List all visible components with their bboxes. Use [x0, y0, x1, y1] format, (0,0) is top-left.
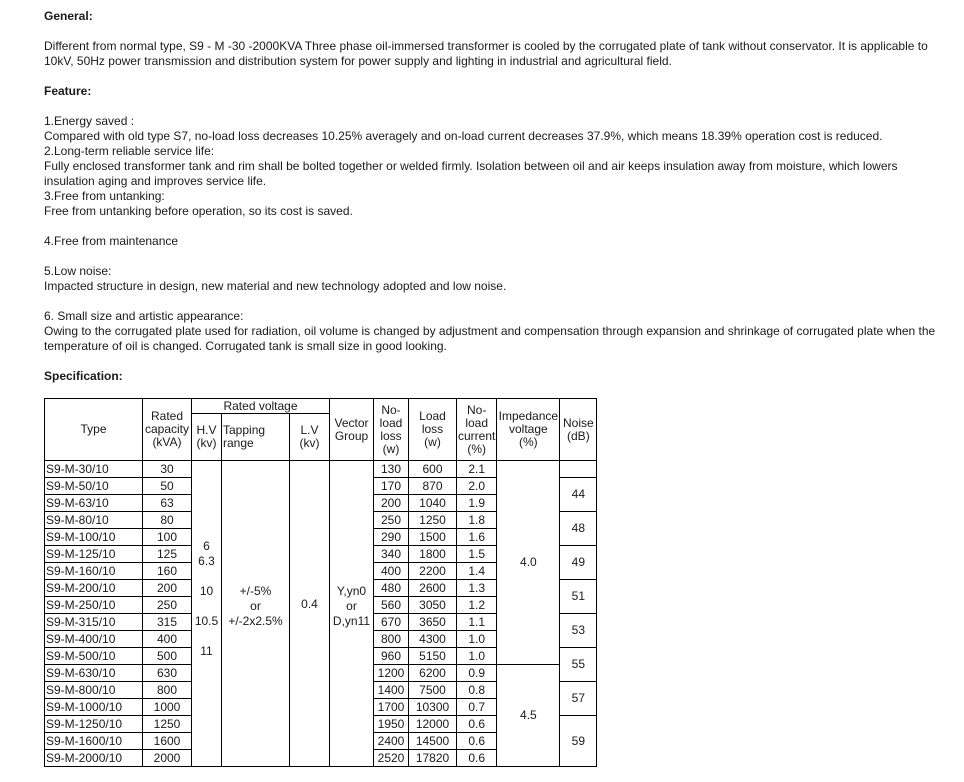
cell-capacity: 30 — [143, 461, 192, 478]
cell-type: S9-M-2000/10 — [45, 750, 143, 767]
cell-type: S9-M-80/10 — [45, 512, 143, 529]
cell-noise: 55 — [560, 648, 597, 682]
cell-noise: 59 — [560, 716, 597, 767]
header-no-load-loss: No- load loss (w) — [374, 399, 409, 461]
cell-impedance-group-1: 4.0 — [497, 461, 560, 665]
cell-load-loss: 3650 — [409, 614, 457, 631]
feature-6-title: 6. Small size and artistic appearance: — [44, 309, 244, 323]
cell-type: S9-M-400/10 — [45, 631, 143, 648]
specification-heading: Specification: — [44, 369, 123, 383]
cell-no-load-loss: 400 — [374, 563, 409, 580]
cell-noise: 48 — [560, 512, 597, 546]
cell-load-loss: 1500 — [409, 529, 457, 546]
cell-load-loss: 14500 — [409, 733, 457, 750]
cell-no-load-current: 2.0 — [457, 478, 497, 495]
cell-load-loss: 1250 — [409, 512, 457, 529]
cell-no-load-current: 0.6 — [457, 716, 497, 733]
specification-table — [44, 398, 597, 767]
cell-noise: 53 — [560, 614, 597, 648]
cell-no-load-loss: 170 — [374, 478, 409, 495]
cell-no-load-current: 1.5 — [457, 546, 497, 563]
cell-capacity: 1250 — [143, 716, 192, 733]
cell-no-load-current: 0.6 — [457, 733, 497, 750]
cell-capacity: 630 — [143, 665, 192, 682]
cell-type: S9-M-30/10 — [45, 461, 143, 478]
cell-load-loss: 12000 — [409, 716, 457, 733]
cell-load-loss: 1800 — [409, 546, 457, 563]
general-text: Different from normal type, S9 - M -30 -2000KVA Three phase oil-immersed transformer is cooled by the corrugated plate of tank without conservator. It is applicable to 10kV, 50Hz power transmission and distribution system for power supply and lighting in industrial and agricultural field. — [44, 39, 928, 68]
cell-capacity: 1600 — [143, 733, 192, 750]
cell-no-load-current: 0.6 — [457, 750, 497, 767]
feature-6-text: Owing to the corrugated plate used for radiation, oil volume is changed by adjustment and compensation through expansion and shrinkage of corrugated plate when the temperature of oil is changed. Corrugated tank is small size in good looking. — [44, 324, 936, 353]
cell-capacity: 160 — [143, 563, 192, 580]
cell-no-load-loss: 2400 — [374, 733, 409, 750]
cell-type: S9-M-800/10 — [45, 682, 143, 699]
cell-no-load-loss: 1400 — [374, 682, 409, 699]
cell-noise: 49 — [560, 546, 597, 580]
cell-capacity: 315 — [143, 614, 192, 631]
cell-noise: 44 — [560, 478, 597, 512]
cell-load-loss: 1040 — [409, 495, 457, 512]
cell-no-load-current: 1.1 — [457, 614, 497, 631]
header-vector-group: Vector Group — [330, 399, 374, 461]
cell-type: S9-M-315/10 — [45, 614, 143, 631]
cell-no-load-loss: 200 — [374, 495, 409, 512]
header-rated-voltage: Rated voltage — [192, 399, 330, 414]
cell-no-load-current: 1.6 — [457, 529, 497, 546]
cell-type: S9-M-160/10 — [45, 563, 143, 580]
feature-4-title: 4.Free from maintenance — [44, 234, 179, 248]
cell-noise-blank — [560, 461, 597, 478]
feature-5-text: Impacted structure in design, new material and new technology adopted and low noise. — [44, 279, 507, 293]
cell-lv-merged: 0.4 — [290, 461, 330, 767]
header-impedance-voltage: Impedance voltage (%) — [497, 399, 560, 461]
header-load-loss: Load loss (w) — [409, 399, 457, 461]
cell-noise: 57 — [560, 682, 597, 716]
cell-load-loss: 4300 — [409, 631, 457, 648]
cell-no-load-current: 1.0 — [457, 631, 497, 648]
cell-no-load-current: 0.9 — [457, 665, 497, 682]
cell-load-loss: 2600 — [409, 580, 457, 597]
cell-noise: 51 — [560, 580, 597, 614]
cell-tapping-merged: +/-5% or +/-2x2.5% — [222, 461, 290, 767]
cell-no-load-loss: 800 — [374, 631, 409, 648]
header-noise: Noise (dB) — [560, 399, 597, 461]
cell-capacity: 200 — [143, 580, 192, 597]
header-lv: L.V (kv) — [290, 414, 330, 461]
cell-no-load-current: 1.0 — [457, 648, 497, 665]
cell-no-load-current: 0.8 — [457, 682, 497, 699]
cell-no-load-loss: 1700 — [374, 699, 409, 716]
cell-type: S9-M-1250/10 — [45, 716, 143, 733]
cell-type: S9-M-1600/10 — [45, 733, 143, 750]
cell-load-loss: 7500 — [409, 682, 457, 699]
feature-1-text: Compared with old type S7, no-load loss decreases 10.25% averagely and on-load current decreases 37.9%, which means 18.39% operation cost is reduced. — [44, 129, 883, 143]
cell-capacity: 80 — [143, 512, 192, 529]
cell-load-loss: 3050 — [409, 597, 457, 614]
cell-no-load-current: 1.3 — [457, 580, 497, 597]
cell-capacity: 500 — [143, 648, 192, 665]
cell-no-load-loss: 2520 — [374, 750, 409, 767]
cell-hv-merged: 6 6.3 10 10.5 11 — [192, 461, 222, 767]
feature-3-text: Free from untanking before operation, so its cost is saved. — [44, 204, 353, 218]
cell-no-load-loss: 1950 — [374, 716, 409, 733]
general-heading: General: — [44, 9, 93, 23]
table-row — [45, 461, 597, 478]
cell-load-loss: 870 — [409, 478, 457, 495]
cell-no-load-loss: 1200 — [374, 665, 409, 682]
feature-2-title: 2.Long-term reliable service life: — [44, 144, 215, 158]
cell-type: S9-M-125/10 — [45, 546, 143, 563]
cell-capacity: 250 — [143, 597, 192, 614]
cell-vector-group-merged: Y,yn0 or D,yn11 — [330, 461, 374, 767]
cell-type: S9-M-63/10 — [45, 495, 143, 512]
cell-no-load-current: 0.7 — [457, 699, 497, 716]
cell-capacity: 400 — [143, 631, 192, 648]
cell-type: S9-M-630/10 — [45, 665, 143, 682]
header-hv: H.V (kv) — [192, 414, 222, 461]
cell-type: S9-M-100/10 — [45, 529, 143, 546]
cell-type: S9-M-250/10 — [45, 597, 143, 614]
cell-type: S9-M-500/10 — [45, 648, 143, 665]
cell-load-loss: 10300 — [409, 699, 457, 716]
cell-no-load-loss: 480 — [374, 580, 409, 597]
feature-heading: Feature: — [44, 84, 92, 98]
cell-no-load-loss: 290 — [374, 529, 409, 546]
cell-impedance-group-2: 4.5 — [497, 665, 560, 767]
cell-capacity: 125 — [143, 546, 192, 563]
cell-capacity: 2000 — [143, 750, 192, 767]
cell-no-load-current: 1.4 — [457, 563, 497, 580]
cell-capacity: 1000 — [143, 699, 192, 716]
cell-no-load-loss: 670 — [374, 614, 409, 631]
feature-3-title: 3.Free from untanking: — [44, 189, 165, 203]
cell-type: S9-M-1000/10 — [45, 699, 143, 716]
header-rated-capacity: Rated capacity (kVA) — [143, 399, 192, 461]
cell-capacity: 800 — [143, 682, 192, 699]
cell-no-load-loss: 130 — [374, 461, 409, 478]
cell-no-load-current: 1.2 — [457, 597, 497, 614]
cell-load-loss: 17820 — [409, 750, 457, 767]
cell-load-loss: 600 — [409, 461, 457, 478]
table-header-row-1 — [45, 399, 597, 414]
cell-no-load-current: 2.1 — [457, 461, 497, 478]
cell-type: S9-M-50/10 — [45, 478, 143, 495]
cell-no-load-loss: 960 — [374, 648, 409, 665]
cell-no-load-loss: 340 — [374, 546, 409, 563]
cell-no-load-current: 1.9 — [457, 495, 497, 512]
cell-no-load-loss: 560 — [374, 597, 409, 614]
cell-no-load-loss: 250 — [374, 512, 409, 529]
header-type: Type — [45, 399, 143, 461]
feature-1-title: 1.Energy saved : — [44, 114, 135, 128]
cell-capacity: 50 — [143, 478, 192, 495]
header-tapping-range: Tapping range — [222, 414, 290, 461]
cell-load-loss: 2200 — [409, 563, 457, 580]
cell-capacity: 63 — [143, 495, 192, 512]
cell-load-loss: 5150 — [409, 648, 457, 665]
cell-type: S9-M-200/10 — [45, 580, 143, 597]
feature-2-text: Fully enclosed transformer tank and rim shall be bolted together or welded firmly. Isolation between oil and air keeps insulation away from moisture, which lowers insulation aging and improves service life. — [44, 159, 898, 188]
cell-no-load-current: 1.8 — [457, 512, 497, 529]
cell-capacity: 100 — [143, 529, 192, 546]
feature-5-title: 5.Low noise: — [44, 264, 112, 278]
cell-load-loss: 6200 — [409, 665, 457, 682]
header-no-load-current: No- load current (%) — [457, 399, 497, 461]
